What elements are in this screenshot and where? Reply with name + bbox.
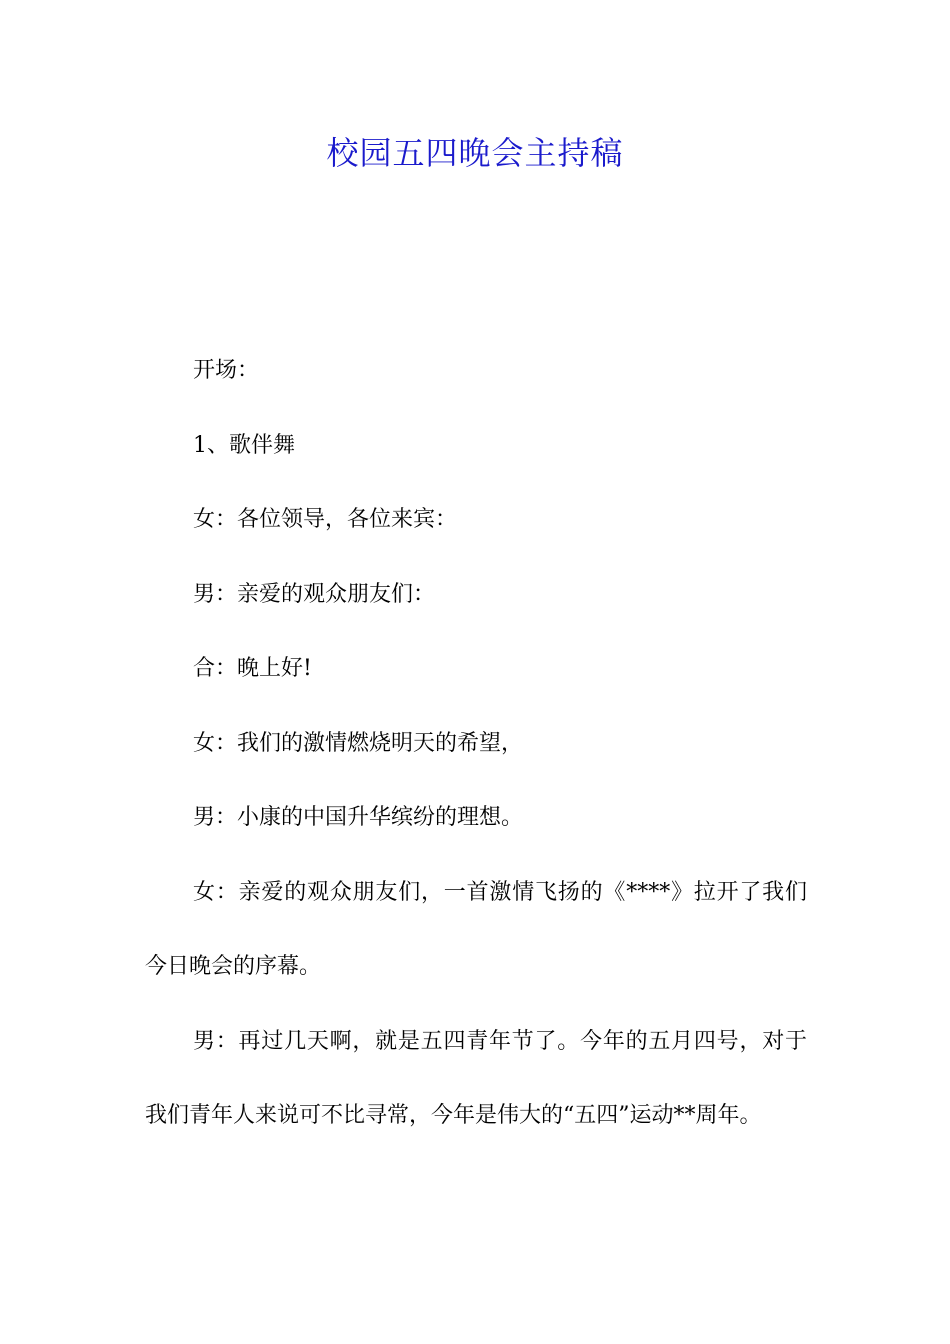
paragraph-male-may-fourth: 男：再过几天啊，就是五四青年节了。今年的五月四号，对于我们青年人来说可不比寻常，今年是伟大的“五四”运动**周年。 bbox=[145, 1028, 807, 1128]
paragraph-female-greeting: 女：各位领导，各位来宾： bbox=[193, 507, 458, 532]
paragraph-female-passion: 女：我们的激情燃烧明天的希望， bbox=[193, 730, 524, 756]
paragraph-male-ideal: 男：小康的中国升华缤纷的理想。 bbox=[193, 805, 524, 830]
document-body bbox=[145, 334, 807, 1154]
paragraph-female-opening-song: 女：亲爱的观众朋友们，一首激情飞扬的《****》拉开了我们今日晚会的序幕。 bbox=[145, 879, 807, 979]
paragraph-together: 合：晚上好! bbox=[193, 656, 312, 681]
paragraph-male-greeting: 男：亲爱的观众朋友们： bbox=[193, 581, 436, 607]
paragraph-opening: 开场： bbox=[193, 358, 260, 383]
document-title: 校园五四晚会主持稿 bbox=[326, 134, 624, 172]
paragraph-item-1: 1、歌伴舞 bbox=[193, 432, 295, 458]
